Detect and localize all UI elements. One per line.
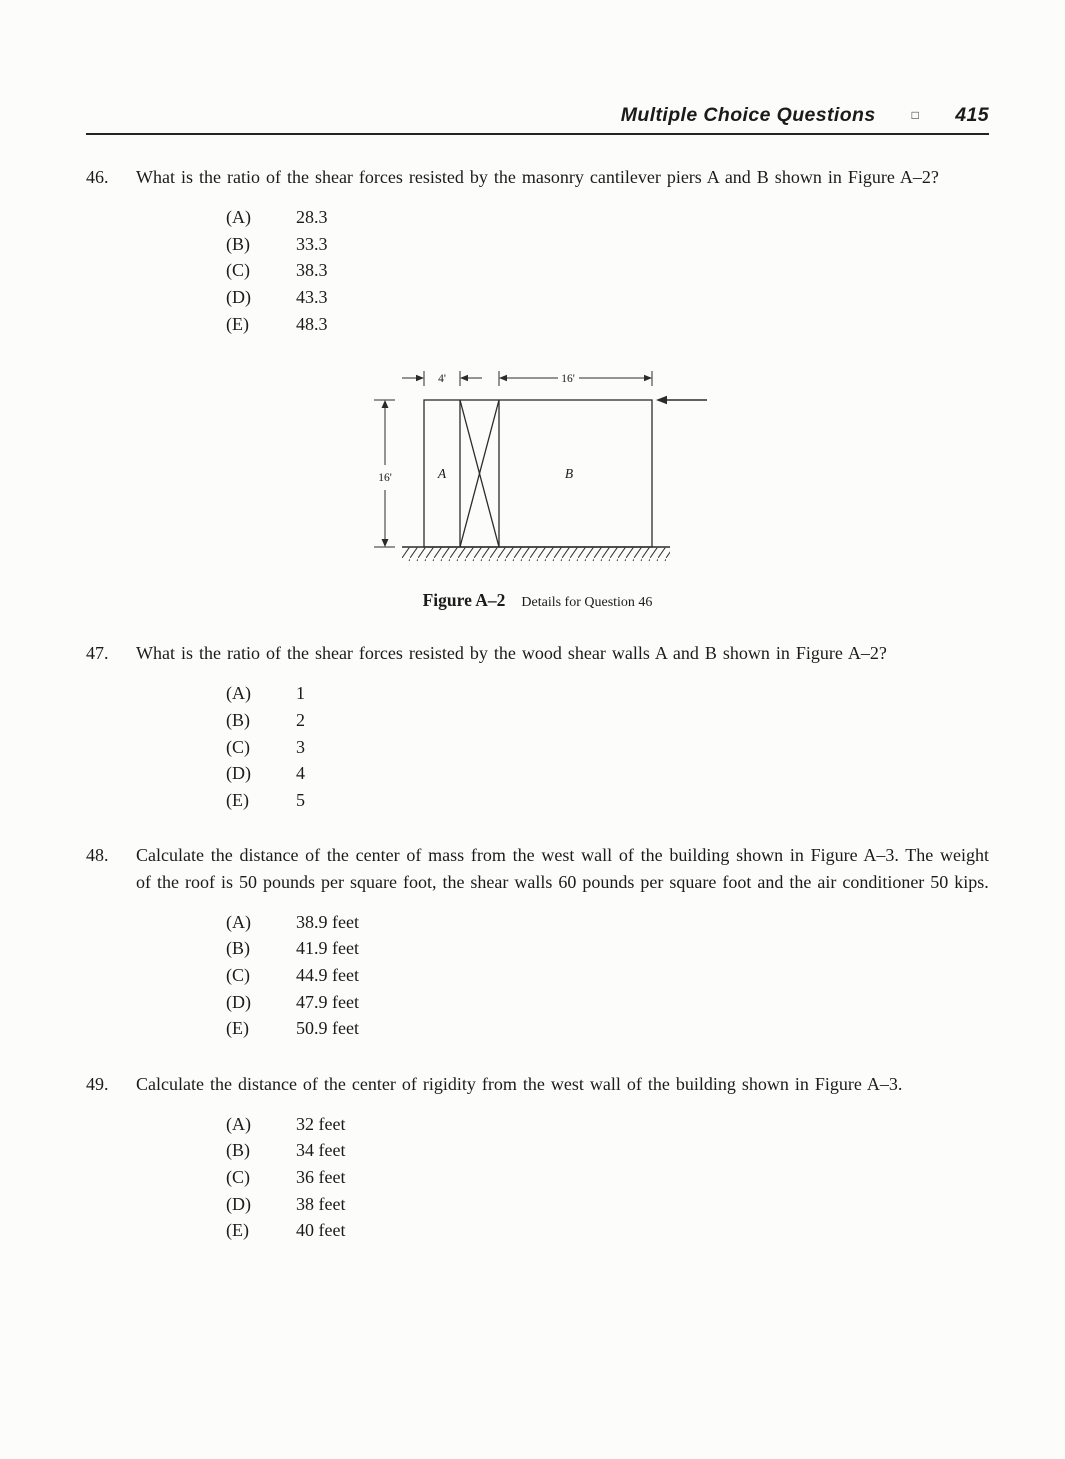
option [226,760,989,787]
option-value: 44.9 feet [296,964,359,985]
option [226,284,989,311]
option-value: 38.9 feet [296,911,359,932]
question-number: 48. [86,845,109,866]
question-47 [86,640,989,813]
option-value: 38 feet [296,1193,346,1214]
option-label: (E) [226,1018,249,1039]
wall-structure [424,400,652,547]
option-value: 33.3 [296,233,328,254]
dim-label-wall-height: 16' [377,472,392,485]
option-label: (D) [226,991,251,1012]
option-value: 38.3 [296,260,328,281]
option-label: (B) [226,1140,250,1161]
question-body [136,164,989,337]
option-value: 34 feet [296,1140,346,1161]
option-value: 2 [296,709,305,730]
option [226,1217,989,1244]
option [226,962,989,989]
option-value: 32 feet [296,1113,346,1134]
option-label: (C) [226,260,250,281]
option-value: 48.3 [296,313,328,334]
dim-label-wall-b-width: 16' [560,373,575,386]
wall-b-label: B [564,466,573,482]
question-text: What is the ratio of the shear forces resisted by the masonry cantilever piers A and B shown in Figure A–2? [136,167,939,187]
option [226,935,989,962]
option-value: 43.3 [296,286,328,307]
option-value: 41.9 feet [296,938,359,959]
option [226,787,989,814]
options-list [136,909,989,1042]
option [226,231,989,258]
option-value: 50.9 feet [296,1018,359,1039]
question-number: 46. [86,167,109,187]
figure-caption [86,590,989,611]
option [226,1015,989,1042]
option-label: (D) [226,1193,251,1214]
question-number: 47. [86,643,109,664]
option [226,1191,989,1218]
option-value: 40 feet [296,1220,346,1241]
option [226,680,989,707]
question-48 [86,842,989,1041]
dim-label-pier-width: 4' [437,373,446,386]
option-label: (A) [226,911,251,932]
option-label: (C) [226,964,250,985]
dimension-wall-b-width [499,371,652,386]
option-value: 3 [296,736,305,757]
option-label: (E) [226,1220,249,1241]
option-label: (A) [226,207,251,228]
question-text: Calculate the distance of the center of rigidity from the west wall of the building shown in Figure A–3. [136,1073,903,1094]
question-text: Calculate the distance of the center of mass from the west wall of the building shown in Figure A–3. The weight of the roof is 50 pounds per square foot, the shear walls 60 pounds per square foot and the air conditioner 50 kips. [136,845,989,892]
option-label: (A) [226,683,251,704]
option-value: 5 [296,789,305,810]
lateral-force-arrow [656,396,707,404]
question-text: What is the ratio of the shear forces resisted by the wood shear walls A and B shown in Figure A–2? [136,643,887,664]
option-label: (E) [226,313,249,334]
options-list [136,204,989,337]
option [226,734,989,761]
options-list [136,1111,989,1244]
question-body [136,842,989,1041]
option-label: (C) [226,736,250,757]
page-header [86,104,989,135]
option-value: 36 feet [296,1167,346,1188]
figure-caption-detail: Details for Question 46 [521,595,653,611]
option [226,909,989,936]
question-number: 49. [86,1073,109,1094]
option-value: 47.9 feet [296,991,359,1012]
pier-a-label: A [437,466,446,482]
option [226,1137,989,1164]
option [226,204,989,231]
option-label: (D) [226,763,251,784]
option-value: 1 [296,683,305,704]
option-label: (D) [226,286,251,307]
option-label: (C) [226,1167,250,1188]
options-list [136,680,989,813]
figure-a2-diagram [362,363,714,575]
figure-caption-title: Figure A–2 [422,590,506,611]
header-title: Multiple Choice Questions [620,104,876,126]
option [226,1164,989,1191]
option [226,989,989,1016]
option-label: (B) [226,938,250,959]
question-46 [86,164,989,337]
wall-outline [424,400,652,547]
figure-a2 [86,363,989,611]
ground-hatch [402,548,670,561]
option-label: (A) [226,1113,251,1134]
option-label: (E) [226,789,249,810]
option-label: (B) [226,709,250,730]
option-label: (B) [226,233,250,254]
option [226,1111,989,1138]
option [226,257,989,284]
question-body [136,1071,989,1244]
question-49 [86,1071,989,1244]
option-value: 4 [296,763,305,784]
page-number: 415 [955,104,989,126]
option [226,311,989,338]
option [226,707,989,734]
square-marker-icon: □ [911,108,920,122]
option-value: 28.3 [296,207,328,228]
question-body [136,640,989,813]
